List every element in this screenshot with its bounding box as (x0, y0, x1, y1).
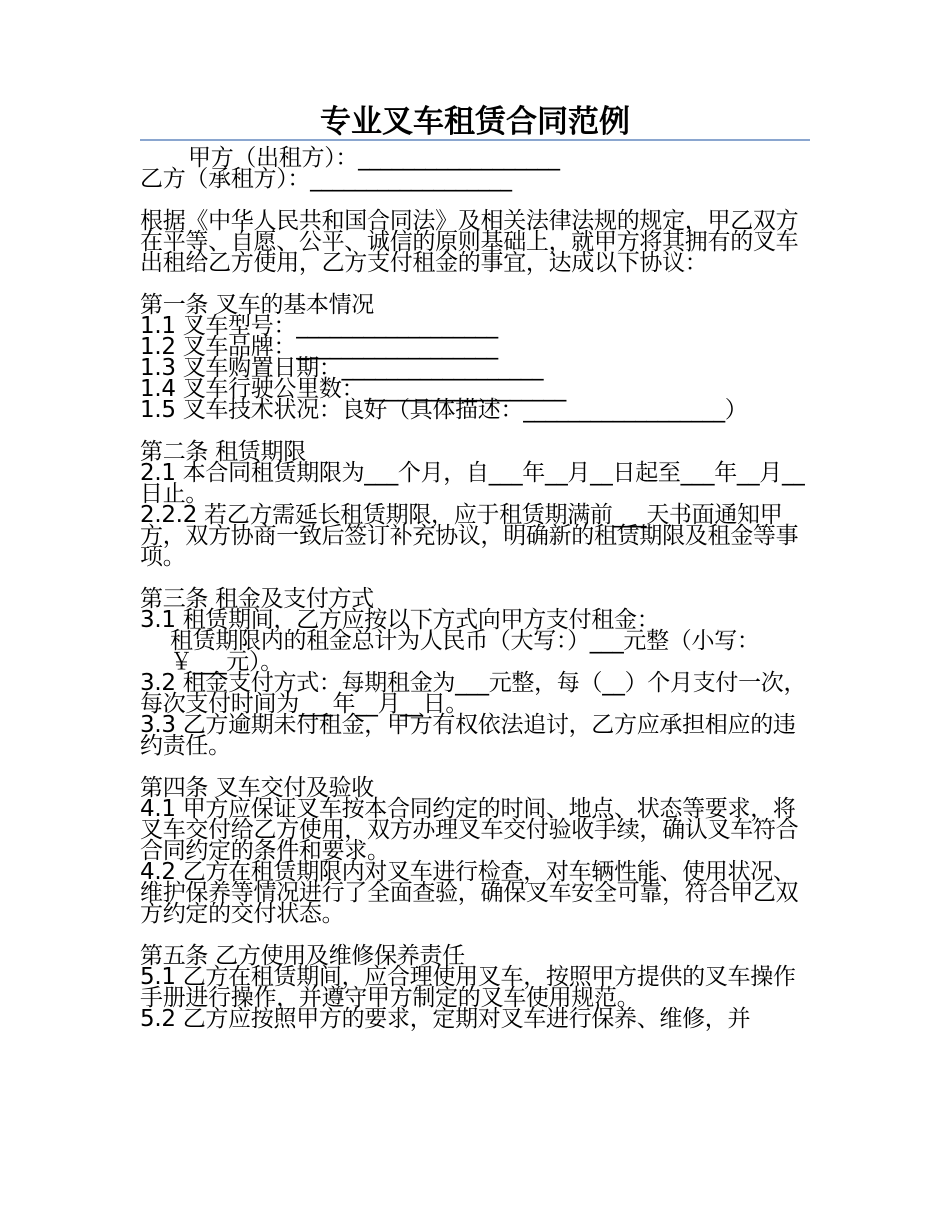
clause-2-2: 2.2.2 若乙方需延长租赁期限，应于租赁期满前___天书面通知甲方，双方协商一致后签订补充协议，明确新的租赁期限及租金等事项。 (140, 502, 799, 570)
clause-1-4: 1.4 叉车行驶公里数：__________________ (140, 376, 566, 402)
party-b-line: 乙方（承租方）：__________________ (140, 166, 512, 192)
title-underline (140, 139, 810, 141)
document-body (140, 145, 810, 1032)
section-heading: 第二条 租赁期限 (140, 439, 306, 465)
section-heading: 第一条 叉车的基本情况 (140, 292, 375, 318)
section-heading: 第五条 乙方使用及维修保养责任 (140, 943, 465, 969)
clause-1-1: 1.1 叉车型号：__________________ (140, 313, 498, 339)
party-a-line: 甲方（出租方）：__________________ (188, 145, 560, 171)
clause-3-3: 3.3 乙方逾期未付租金，甲方有权依法追讨，乙方应承担相应的违约责任。 (140, 712, 796, 759)
clause-1-3: 1.3 叉车购置日期：__________________ (140, 355, 544, 381)
clause-2-1: 2.1 本合同租赁期限为___个月，自___年__月__日起至___年__月__日止。 (140, 460, 805, 507)
document-title: 专业叉车租赁合同范例 (320, 104, 630, 140)
clause-4-1: 4.1 甲方应保证叉车按本合同约定的时间、地点、状态等要求，将叉车交付给乙方使用，双方办理叉车交付验收手续，确认叉车符合合同约定的条件和要求。 (140, 796, 799, 864)
clause-1-5: 1.5 叉车技术状况：良好（具体描述：__________________） (140, 397, 748, 423)
preamble-paragraph: 根据《中华人民共和国合同法》及相关法律法规的规定，甲乙双方在平等、自愿、公平、诚信的原则基础上，就甲方将其拥有的叉车出租给乙方使用，乙方支付租金的事宜，达成以下协议： (140, 208, 799, 276)
section-heading: 第四条 叉车交付及验收 (140, 775, 375, 801)
clause-5-1: 5.1 乙方在租赁期间，应合理使用叉车，按照甲方提供的叉车操作手册进行操作，并遵守甲方制定的叉车使用规范。 (140, 964, 796, 1011)
clause-1-2: 1.2 叉车品牌：__________________ (140, 334, 498, 360)
clause-3-1: 3.1 租赁期间，乙方应按以下方式向甲方支付租金： (140, 607, 660, 633)
section-heading: 第三条 租金及支付方式 (140, 586, 375, 612)
clause-5-2: 5.2 乙方应按照甲方的要求，定期对叉车进行保养、维修，并 (140, 1006, 751, 1032)
clause-4-2: 4.2 乙方在租赁期限内对叉车进行检查，对车辆性能、使用状况、维护保养等情况进行了全面查验，确保叉车安全可靠，符合甲乙双方约定的交付状态。 (140, 859, 799, 927)
clause-3-2: 3.2 租金支付方式：每期租金为___元整，每（__）个月支付一次，每次支付时间为___年__月__日。 (140, 670, 807, 717)
clause-3-1-detail: 租赁期限内的租金总计为人民币（大写：）___元整（小写：￥___元）。 (170, 628, 760, 675)
